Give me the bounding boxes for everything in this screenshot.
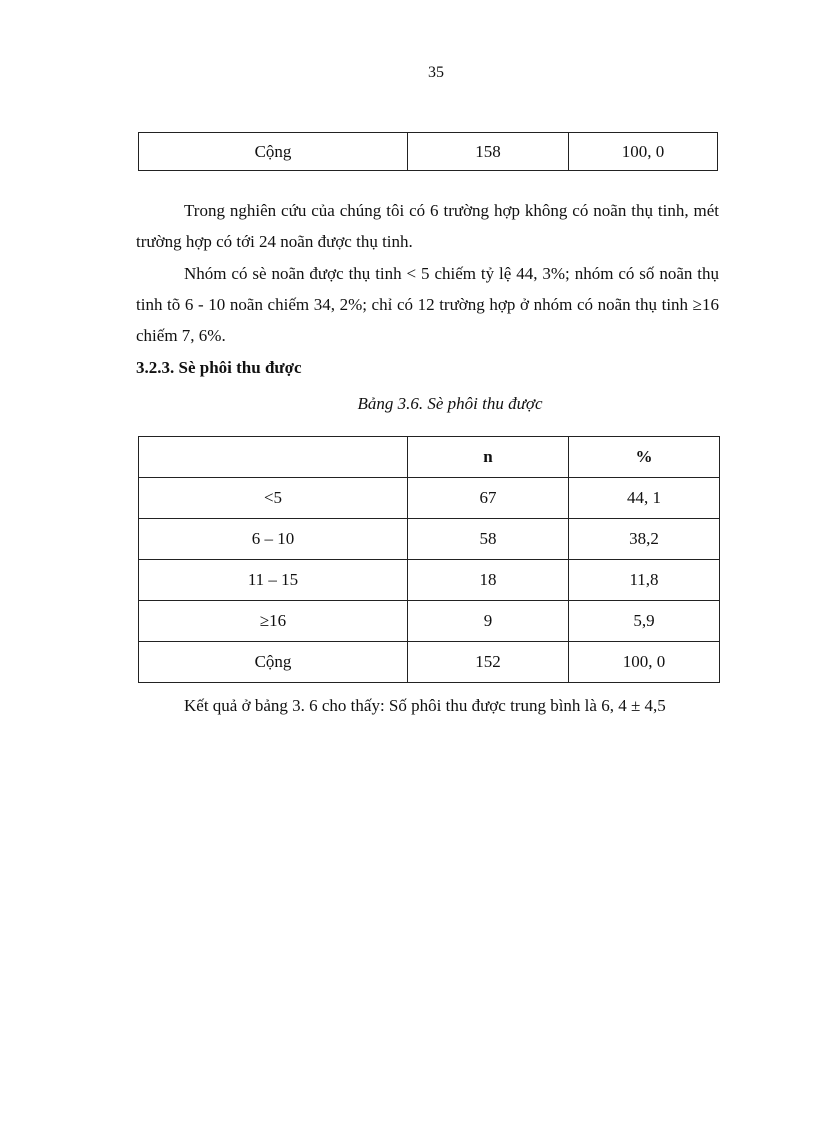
paragraph (136, 195, 719, 257)
table-cell: 158 (408, 133, 569, 171)
summary-table-continued (138, 132, 718, 171)
paragraph (136, 690, 719, 721)
table-header-cell (139, 437, 408, 478)
table-header-row (139, 437, 720, 478)
table-cell: <5 (139, 478, 408, 519)
table-caption: Bảng 3.6. Sè phôi thu được (357, 394, 543, 413)
table-row (139, 519, 720, 560)
table-cell: Cộng (139, 133, 408, 171)
table-cell: 100, 0 (569, 642, 720, 683)
table-header-cell: % (569, 437, 720, 478)
embryo-table (138, 436, 720, 683)
paragraph-text: Trong nghiên cứu của chúng tôi có 6 trường hợp không có noãn thụ tinh, mét trường hợp có tới 24 noãn được thụ tinh. (136, 201, 719, 251)
table-cell: 38,2 (569, 519, 720, 560)
table-cell: 11,8 (569, 560, 720, 601)
section-heading: 3.2.3. Sè phôi thu được (136, 358, 302, 377)
table-cell: 67 (408, 478, 569, 519)
table-row (139, 560, 720, 601)
table-cell: 18 (408, 560, 569, 601)
paragraph (136, 258, 719, 351)
page-number: 35 (428, 64, 444, 81)
table-cell: 9 (408, 601, 569, 642)
table-cell: 44, 1 (569, 478, 720, 519)
table-cell: 11 – 15 (139, 560, 408, 601)
table-cell: 5,9 (569, 601, 720, 642)
table-row (139, 478, 720, 519)
table-row (139, 601, 720, 642)
table-cell: 152 (408, 642, 569, 683)
table-header-cell: n (408, 437, 569, 478)
table-cell: 100, 0 (569, 133, 718, 171)
table-cell: 6 – 10 (139, 519, 408, 560)
table-cell: ≥16 (139, 601, 408, 642)
table-row (139, 642, 720, 683)
table-row (139, 133, 718, 171)
paragraph-text: Kết quả ở bảng 3. 6 cho thấy: Số phôi thu được trung bình là 6, 4 ± 4,5 (184, 696, 666, 715)
table-cell: 58 (408, 519, 569, 560)
table-cell: Cộng (139, 642, 408, 683)
paragraph-text: Nhóm có sè noãn được thụ tinh < 5 chiếm tỷ lệ 44, 3%; nhóm có số noãn thụ tinh tõ 6 - 10 noãn chiếm 34, 2%; chỉ có 12 trường hợp ở nhóm có noãn thụ tinh ≥16 chiếm 7, 6%. (136, 264, 719, 345)
